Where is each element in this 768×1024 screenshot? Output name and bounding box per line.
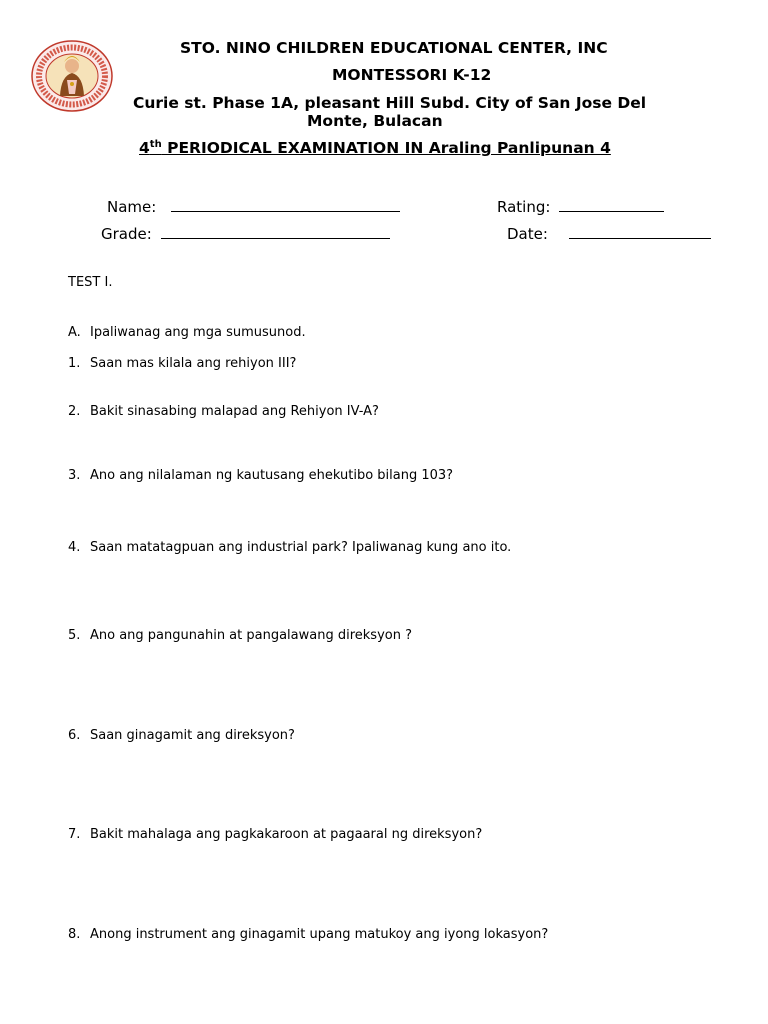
question-number: 4.: [68, 540, 81, 555]
name-label: Name:: [107, 198, 157, 216]
question-number: 8.: [68, 927, 81, 942]
name-field: [107, 197, 400, 215]
question-item: [68, 541, 511, 554]
school-name: STO. NINO CHILDREN EDUCATIONAL CENTER, INC: [180, 39, 608, 57]
date-blank[interactable]: [569, 224, 711, 239]
question-number: 6.: [68, 728, 81, 743]
question-text: Bakit mahalaga ang pagkakaroon at pagaaral ng direksyon?: [90, 827, 483, 842]
date-field: [507, 224, 711, 242]
date-label: Date:: [507, 225, 548, 243]
question-text: Ano ang nilalaman ng kautusang ehekutibo bilang 103?: [90, 468, 454, 483]
question-text: Saan matatagpuan ang industrial park? Ipaliwanag kung ano ito.: [90, 540, 512, 555]
rating-field: [497, 197, 664, 215]
exam-title: [139, 141, 611, 157]
exam-title-text: PERIODICAL EXAMINATION IN Araling Panlipunan 4: [161, 139, 611, 157]
test-heading: TEST I.: [68, 275, 113, 290]
question-item: [68, 469, 453, 482]
rating-label: Rating:: [497, 198, 551, 216]
school-seal-icon: [31, 40, 113, 112]
question-item: [68, 828, 482, 841]
exam-title-superscript: th: [149, 139, 162, 150]
section-letter: A.: [68, 325, 81, 340]
question-number: 3.: [68, 468, 81, 483]
rating-blank[interactable]: [559, 197, 664, 212]
question-item: [68, 405, 379, 418]
question-text: Saan ginagamit ang direksyon?: [90, 728, 295, 743]
question-item: [68, 357, 296, 370]
name-blank[interactable]: [171, 197, 400, 212]
program-name: MONTESSORI K-12: [332, 66, 492, 84]
section-instruction-text: Ipaliwanag ang mga sumusunod.: [90, 325, 306, 340]
question-number: 7.: [68, 827, 81, 842]
grade-blank[interactable]: [161, 224, 390, 239]
section-instruction: [68, 326, 306, 339]
question-item: [68, 729, 295, 742]
school-address-line1: Curie st. Phase 1A, pleasant Hill Subd. City of San Jose Del: [133, 94, 647, 112]
question-item: [68, 928, 548, 941]
question-number: 1.: [68, 356, 81, 371]
exam-title-number: 4: [139, 139, 150, 157]
question-text: Ano ang pangunahin at pangalawang direksyon ?: [90, 628, 412, 643]
question-text: Bakit sinasabing malapad ang Rehiyon IV-A?: [90, 404, 379, 419]
question-text: Saan mas kilala ang rehiyon III?: [90, 356, 297, 371]
grade-label: Grade:: [101, 225, 152, 243]
grade-field: [101, 224, 390, 242]
question-text: Anong instrument ang ginagamit upang matukoy ang iyong lokasyon?: [90, 927, 549, 942]
question-number: 5.: [68, 628, 81, 643]
question-item: [68, 629, 412, 642]
school-address-line2: Monte, Bulacan: [307, 112, 443, 130]
question-number: 2.: [68, 404, 81, 419]
